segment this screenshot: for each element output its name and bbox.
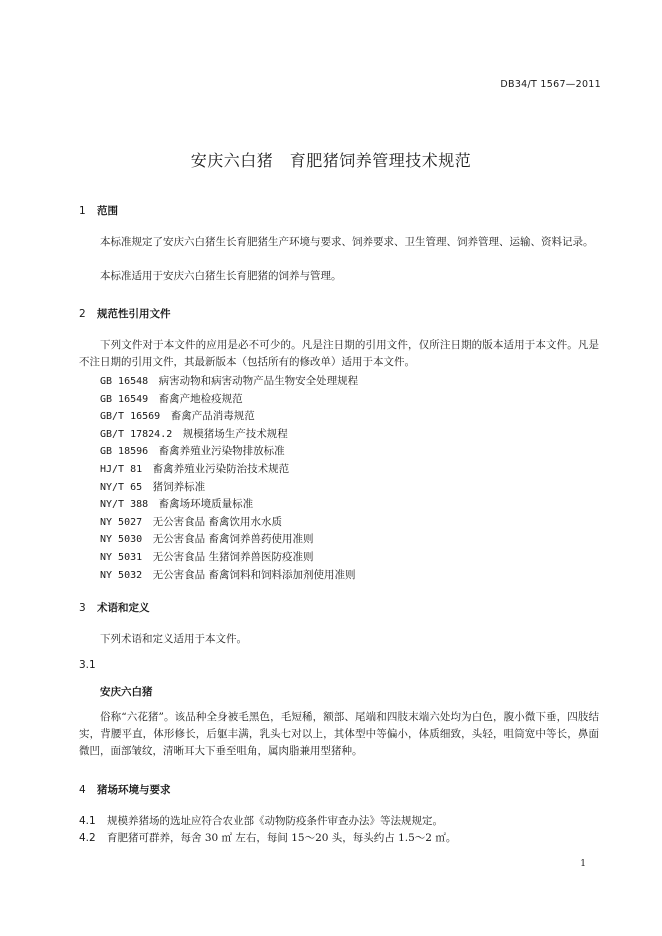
reference-code: NY/T 388 [100, 499, 149, 511]
section-heading-farm-environment [79, 782, 171, 797]
section-number: 3 [79, 602, 86, 614]
reference-item [100, 391, 358, 409]
reference-title: 猪饲养标准 [152, 480, 206, 493]
reference-item [100, 549, 358, 567]
reference-code: NY 5031 [100, 551, 143, 563]
reference-code: GB 18596 [100, 446, 149, 458]
reference-code: NY 5032 [100, 569, 143, 581]
clause [79, 830, 456, 845]
section-heading-scope [79, 203, 118, 218]
reference-code: GB 16549 [100, 393, 149, 405]
clause-number: 4.2 [79, 832, 96, 844]
section-title: 术语和定义 [97, 602, 150, 614]
reference-code: HJ/T 81 [100, 463, 143, 475]
document-title: 安庆六白猪 育肥猪饲养管理技术规范 [190, 151, 472, 170]
reference-title: 无公害食品 畜禽饲养兽药使用准则 [152, 533, 314, 546]
term-name: 安庆六白猪 [100, 686, 153, 698]
reference-item [100, 373, 358, 391]
reference-code: GB 16548 [100, 376, 149, 387]
reference-code: NY 5030 [100, 534, 143, 546]
reference-item [100, 408, 358, 426]
subsection-number: 3.1 [79, 659, 96, 671]
clause-number: 4.1 [79, 815, 96, 827]
paragraph: 本标准适用于安庆六白猪生长育肥猪的饲养与管理。 [100, 270, 342, 282]
reference-code: GB/T 17824.2 [100, 428, 173, 440]
reference-item [100, 443, 358, 461]
reference-title: 畜禽产品消毒规范 [170, 410, 255, 423]
section-title: 规范性引用文件 [97, 308, 171, 320]
reference-title: 畜禽场环境质量标准 [158, 498, 254, 511]
reference-title: 无公害食品 畜禽饲料和饲料添加剂使用准则 [152, 568, 356, 581]
reference-title: 畜禽产地检疫规范 [158, 392, 243, 405]
section-title: 范围 [97, 205, 118, 217]
reference-item [100, 531, 358, 549]
reference-title: 规模猪场生产技术规程 [182, 427, 288, 440]
reference-title: 畜禽养殖业污染物排放标准 [158, 445, 285, 458]
reference-item [100, 567, 358, 585]
section-number: 2 [79, 308, 86, 320]
reference-list [100, 373, 358, 584]
reference-item [100, 426, 358, 444]
section-number: 1 [79, 205, 86, 217]
section-number: 4 [79, 784, 86, 796]
reference-title: 无公害食品 畜禽饮用水水质 [152, 515, 282, 528]
standard-code: DB34/T 1567—2011 [500, 79, 601, 90]
paragraph: 下列术语和定义适用于本文件。 [100, 633, 247, 645]
section-heading-normative-references [79, 306, 171, 321]
page-number: 1 [580, 859, 586, 869]
reference-item [100, 461, 358, 479]
reference-code: GB/T 16569 [100, 411, 161, 423]
clause-text: 规模养猪场的选址应符合农业部《动物防疫条件审查办法》等法规规定。 [107, 815, 443, 827]
reference-code: NY 5027 [100, 516, 143, 528]
reference-code: NY/T 65 [100, 481, 143, 493]
paragraph: 下列文件对于本文件的应用是必不可少的。凡是注日期的引用文件，仅所注日期的版本适用于本文件。凡是不注日期的引用文件，其最新版本（包括所有的修改单）适用于本文件。 [79, 339, 599, 368]
reference-title: 无公害食品 生猪饲养兽医防疫准则 [152, 550, 314, 563]
section-title: 猪场环境与要求 [97, 784, 171, 796]
reference-item [100, 496, 358, 514]
clause-text: 育肥猪可群养，每舍 30 ㎡ 左右，每间 15～20 头，每头约占 1.5～2 ㎡。 [107, 832, 457, 844]
reference-title: 病害动物和病害动物产品生物安全处理规程 [158, 375, 359, 387]
section-heading-terms-definitions [79, 600, 150, 615]
term-definition: 俗称“六花猪”。该品种全身被毛黑色，毛短稀，额部、尾端和四肢末端六处均为白色，腹小微下垂，四肢结实，背腰平直，体形修长，后躯丰满，乳头七对以上，其体型中等偏小，体质细致，头轻，咀筒宽中等长，鼻面微凹，面部皱纹，清晰耳大下垂至咀角，属肉脂兼用型猪种。 [79, 711, 599, 757]
reference-item [100, 479, 358, 497]
reference-item [100, 514, 358, 532]
reference-title: 畜禽养殖业污染防治技术规范 [152, 462, 290, 475]
clause [79, 813, 443, 828]
paragraph: 本标准规定了安庆六白猪生长育肥猪生产环境与要求、饲养要求、卫生管理、饲养管理、运输、资料记录。 [100, 236, 594, 248]
